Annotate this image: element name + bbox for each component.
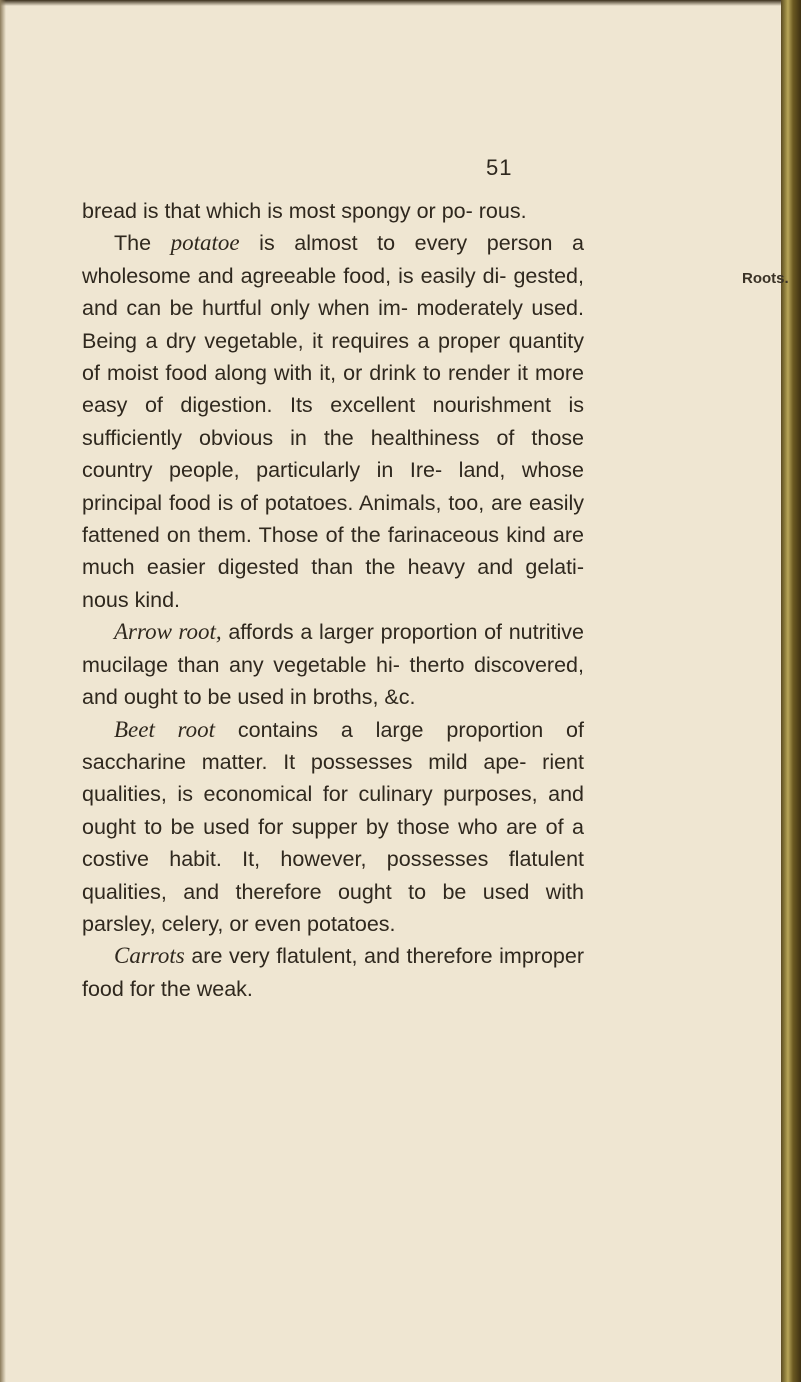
text-run: bread is that which is most spongy or po- rous. <box>82 199 527 223</box>
body-text <box>82 195 584 1005</box>
text-run: are very flatulent, and therefore improper food for the weak. <box>82 944 584 1001</box>
italic-term: Carrots <box>114 943 185 969</box>
paragraph <box>82 940 584 1005</box>
text-run: The <box>114 231 171 256</box>
italic-term: potatoe <box>170 230 240 256</box>
margin-note: Roots. <box>742 270 789 287</box>
page-number: 51 <box>486 155 513 180</box>
paragraph <box>82 714 584 941</box>
text-run: contains a large proportion of saccharine matter. It possesses mild ape- rient qualities, is economical for culinary purposes, and ought to be used for supper by those who are of a costive habit. It, however, possesses flatulent qualities, and therefore ought to be used with parsley, celery, or even potatoes. <box>82 717 584 936</box>
italic-term: Arrow root, <box>114 619 222 645</box>
book-binding-edge <box>781 0 801 1382</box>
page-top-shadow <box>0 0 781 6</box>
text-run: is almost to every person a wholesome and agreeable food, is easily di- gested, and can be hurtful only when im- moderately used. Being a dry vegetable, it requires a proper quantity of moist food along with it, or drink to render it more easy of digestion. Its excellent nourishment is sufficiently obvious in the healthiness of those country people, particularly in Ire- land, whose principal food is of potatoes. Animals, too, are easily fattened on them. Those of the farinaceous kind are much easier digested than the heavy and gelati- nous kind. <box>82 231 584 612</box>
paragraph <box>82 227 584 616</box>
paragraph <box>82 616 584 713</box>
text-run: affords a larger proportion of nutritive mucilage than any vegetable hi- therto discovered, and ought to be used in broths, &c. <box>82 620 584 710</box>
italic-term: Beet root <box>114 716 215 742</box>
page-left-shadow <box>0 0 6 1382</box>
paragraph <box>82 195 584 227</box>
